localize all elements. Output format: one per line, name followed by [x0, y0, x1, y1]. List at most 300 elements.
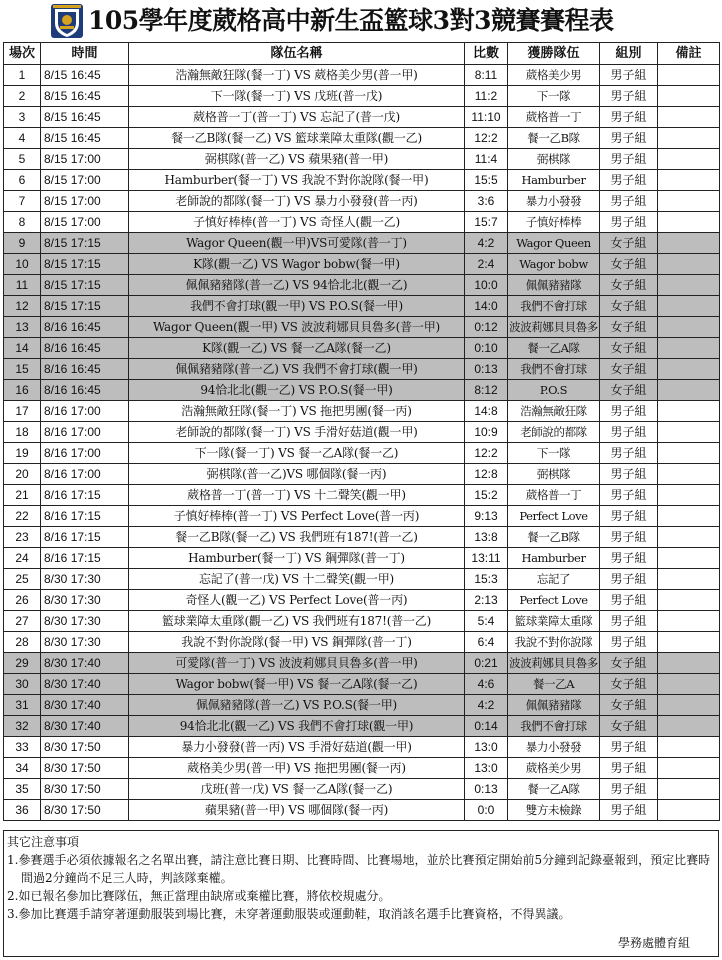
- match-number: 31: [4, 695, 41, 716]
- match-group: 男子組: [600, 86, 658, 107]
- match-note: [658, 401, 720, 422]
- notes-box: [3, 830, 719, 957]
- match-winner: 我們不會打球: [508, 296, 600, 317]
- match-note: [658, 107, 720, 128]
- match-number: 19: [4, 443, 41, 464]
- match-score: 4:2: [465, 233, 508, 254]
- match-note: [658, 737, 720, 758]
- match-score: 11:10: [465, 107, 508, 128]
- match-score: 11:4: [465, 149, 508, 170]
- match-time: 8/16 17:15: [41, 506, 129, 527]
- table-row: [4, 695, 720, 716]
- match-score: 12:8: [465, 464, 508, 485]
- match-group: 男子組: [600, 422, 658, 443]
- match-note: [658, 695, 720, 716]
- match-score: 8:11: [465, 65, 508, 86]
- match-teams: 子慎好棒棒(普一丁) VS 奇怪人(觀一乙): [129, 212, 465, 233]
- match-note: [658, 212, 720, 233]
- table-row: [4, 674, 720, 695]
- note-item-3: 3.參加比賽選手請穿著運動服裝到場比賽，未穿著運動服裝或運動鞋，取消該名選手比賽資格，不得異議。: [7, 907, 571, 921]
- table-row: [4, 128, 720, 149]
- match-group: 女子組: [600, 380, 658, 401]
- column-header-winner: 獲勝隊伍: [508, 43, 600, 65]
- match-group: 女子組: [600, 716, 658, 737]
- match-score: 0:12: [465, 317, 508, 338]
- match-teams: 下一隊(餐一丁) VS 餐一乙A隊(餐一乙): [129, 443, 465, 464]
- match-teams: Hamburber(餐一丁) VS 鋼彈隊(普一丁): [129, 548, 465, 569]
- match-winner: 暴力小發發: [508, 191, 600, 212]
- match-winner: 雙方未檢錄: [508, 800, 600, 821]
- match-note: [658, 170, 720, 191]
- match-time: 8/15 17:15: [41, 233, 129, 254]
- table-row: [4, 527, 720, 548]
- match-time: 8/16 17:00: [41, 422, 129, 443]
- match-winner: Perfect Love: [508, 506, 600, 527]
- match-score: 14:0: [465, 296, 508, 317]
- match-score: 3:6: [465, 191, 508, 212]
- match-time: 8/30 17:50: [41, 758, 129, 779]
- match-group: 男子組: [600, 128, 658, 149]
- school-crest-icon: [50, 3, 84, 39]
- match-score: 15:5: [465, 170, 508, 191]
- match-note: [658, 443, 720, 464]
- match-group: 女子組: [600, 359, 658, 380]
- match-note: [658, 800, 720, 821]
- match-winner: 我們不會打球: [508, 716, 600, 737]
- match-score: 6:4: [465, 632, 508, 653]
- match-score: 4:2: [465, 695, 508, 716]
- match-group: 男子組: [600, 170, 658, 191]
- match-winner: 浩瀚無敵狂隊: [508, 401, 600, 422]
- match-number: 6: [4, 170, 41, 191]
- match-teams: 我們不會打球(觀一甲) VS P.O.S(餐一甲): [129, 296, 465, 317]
- match-note: [658, 485, 720, 506]
- match-time: 8/30 17:50: [41, 800, 129, 821]
- schedule-table: [3, 42, 720, 821]
- match-teams: 暴力小發發(普一丙) VS 手滑好菇道(觀一甲): [129, 737, 465, 758]
- match-teams: 浩瀚無敵狂隊(餐一丁) VS 葳格美少男(普一甲): [129, 65, 465, 86]
- match-score: 2:4: [465, 254, 508, 275]
- table-row: [4, 548, 720, 569]
- table-row: [4, 611, 720, 632]
- notes-signature: 學務處體育組: [617, 936, 690, 950]
- match-note: [658, 380, 720, 401]
- match-number: 12: [4, 296, 41, 317]
- match-winner: 暴力小發發: [508, 737, 600, 758]
- table-row: [4, 506, 720, 527]
- match-group: 男子組: [600, 548, 658, 569]
- match-group: 男子組: [600, 590, 658, 611]
- table-row: [4, 296, 720, 317]
- match-score: 15:3: [465, 569, 508, 590]
- match-group: 男子組: [600, 611, 658, 632]
- table-row: [4, 359, 720, 380]
- match-winner: 籃球業障太重隊: [508, 611, 600, 632]
- match-winner: 餐一乙A隊: [508, 338, 600, 359]
- table-row: [4, 401, 720, 422]
- match-note: [658, 779, 720, 800]
- match-number: 9: [4, 233, 41, 254]
- table-row: [4, 569, 720, 590]
- match-number: 5: [4, 149, 41, 170]
- match-time: 8/30 17:30: [41, 632, 129, 653]
- match-time: 8/30 17:40: [41, 716, 129, 737]
- match-winner: 下一隊: [508, 443, 600, 464]
- match-teams: 葳格美少男(普一甲) VS 拖把男團(餐一丙): [129, 758, 465, 779]
- match-score: 13:0: [465, 758, 508, 779]
- match-note: [658, 590, 720, 611]
- match-time: 8/30 17:30: [41, 569, 129, 590]
- match-number: 22: [4, 506, 41, 527]
- match-winner: 弼棋隊: [508, 149, 600, 170]
- match-group: 男子組: [600, 191, 658, 212]
- match-score: 15:2: [465, 485, 508, 506]
- table-row: [4, 170, 720, 191]
- match-note: [658, 254, 720, 275]
- match-group: 男子組: [600, 737, 658, 758]
- match-number: 2: [4, 86, 41, 107]
- match-score: 13:0: [465, 737, 508, 758]
- match-group: 男子組: [600, 212, 658, 233]
- table-row: [4, 443, 720, 464]
- match-teams: 老師說的都隊(餐一丁) VS 暴力小發發(普一丙): [129, 191, 465, 212]
- match-score: 13:8: [465, 527, 508, 548]
- match-time: 8/30 17:40: [41, 674, 129, 695]
- match-score: 0:13: [465, 359, 508, 380]
- match-note: [658, 716, 720, 737]
- match-number: 8: [4, 212, 41, 233]
- match-number: 3: [4, 107, 41, 128]
- match-winner: 葳格美少男: [508, 758, 600, 779]
- match-note: [658, 191, 720, 212]
- page-title: 105學年度葳格高中新生盃籃球3對3競賽賽程表: [88, 6, 614, 35]
- match-note: [658, 674, 720, 695]
- match-time: 8/16 16:45: [41, 317, 129, 338]
- match-number: 23: [4, 527, 41, 548]
- match-group: 女子組: [600, 233, 658, 254]
- match-number: 1: [4, 65, 41, 86]
- match-group: 男子組: [600, 443, 658, 464]
- match-time: 8/16 16:45: [41, 359, 129, 380]
- header: [0, 0, 722, 45]
- match-teams: 佩佩豬豬隊(普一乙) VS P.O.S(餐一甲): [129, 695, 465, 716]
- match-winner: 餐一乙B隊: [508, 527, 600, 548]
- match-time: 8/15 16:45: [41, 128, 129, 149]
- match-number: 13: [4, 317, 41, 338]
- match-note: [658, 65, 720, 86]
- match-teams: 老師說的都隊(餐一丁) VS 手滑好菇道(觀一甲): [129, 422, 465, 443]
- match-number: 16: [4, 380, 41, 401]
- match-score: 13:11: [465, 548, 508, 569]
- match-note: [658, 758, 720, 779]
- match-winner: P.O.S: [508, 380, 600, 401]
- match-winner: 餐一乙B隊: [508, 128, 600, 149]
- match-note: [658, 611, 720, 632]
- match-time: 8/15 16:45: [41, 107, 129, 128]
- match-winner: 佩佩豬豬隊: [508, 275, 600, 296]
- match-group: 女子組: [600, 296, 658, 317]
- match-number: 32: [4, 716, 41, 737]
- match-time: 8/15 17:15: [41, 296, 129, 317]
- table-row: [4, 485, 720, 506]
- match-winner: 佩佩豬豬隊: [508, 695, 600, 716]
- match-teams: 94恰北北(觀一乙) VS 我們不會打球(觀一甲): [129, 716, 465, 737]
- match-teams: 葳格普一丁(普一丁) VS 十二聲笑(觀一甲): [129, 485, 465, 506]
- table-row: [4, 737, 720, 758]
- column-header-score: 比數: [465, 43, 508, 65]
- match-winner: 餐一乙A: [508, 674, 600, 695]
- match-note: [658, 422, 720, 443]
- match-score: 12:2: [465, 443, 508, 464]
- table-row: [4, 191, 720, 212]
- match-number: 25: [4, 569, 41, 590]
- match-teams: 戊班(普一戊) VS 餐一乙A隊(餐一乙): [129, 779, 465, 800]
- match-time: 8/15 17:00: [41, 191, 129, 212]
- table-row: [4, 212, 720, 233]
- match-group: 男子組: [600, 464, 658, 485]
- match-score: 11:2: [465, 86, 508, 107]
- column-header-note: 備註: [658, 43, 720, 65]
- match-winner: 下一隊: [508, 86, 600, 107]
- match-teams: 子慎好棒棒(普一丁) VS Perfect Love(普一丙): [129, 506, 465, 527]
- match-score: 9:13: [465, 506, 508, 527]
- match-group: 男子組: [600, 632, 658, 653]
- match-teams: K隊(觀一乙) VS 餐一乙A隊(餐一乙): [129, 338, 465, 359]
- match-time: 8/16 16:45: [41, 338, 129, 359]
- match-teams: 忘記了(普一戊) VS 十二聲笑(觀一甲): [129, 569, 465, 590]
- match-number: 20: [4, 464, 41, 485]
- match-number: 21: [4, 485, 41, 506]
- match-winner: 葳格美少男: [508, 65, 600, 86]
- table-row: [4, 275, 720, 296]
- match-group: 男子組: [600, 149, 658, 170]
- table-row: [4, 590, 720, 611]
- match-winner: 我們不會打球: [508, 359, 600, 380]
- match-winner: 老師說的都隊: [508, 422, 600, 443]
- table-row: [4, 800, 720, 821]
- table-row: [4, 779, 720, 800]
- match-group: 男子組: [600, 401, 658, 422]
- match-score: 0:0: [465, 800, 508, 821]
- match-time: 8/30 17:50: [41, 779, 129, 800]
- column-header-no: 場次: [4, 43, 41, 65]
- match-number: 30: [4, 674, 41, 695]
- match-time: 8/15 17:15: [41, 275, 129, 296]
- match-time: 8/16 17:00: [41, 401, 129, 422]
- match-group: 女子組: [600, 338, 658, 359]
- match-winner: 我說不對你說隊: [508, 632, 600, 653]
- match-teams: 弼棋隊(普一乙)VS 哪個隊(餐一丙): [129, 464, 465, 485]
- match-teams: 浩瀚無敵狂隊(餐一丁) VS 拖把男團(餐一丙): [129, 401, 465, 422]
- table-row: [4, 107, 720, 128]
- match-note: [658, 149, 720, 170]
- match-winner: Hamburber: [508, 170, 600, 191]
- table-row: [4, 65, 720, 86]
- match-winner: 葳格普一丁: [508, 485, 600, 506]
- match-winner: Hamburber: [508, 548, 600, 569]
- match-number: 14: [4, 338, 41, 359]
- match-winner: Wagor Queen: [508, 233, 600, 254]
- match-time: 8/16 17:00: [41, 443, 129, 464]
- match-time: 8/15 16:45: [41, 86, 129, 107]
- column-header-time: 時間: [41, 43, 129, 65]
- note-item-1: 1.參賽選手必須依據報名之名單出賽，請注意比賽日期、比賽時間、比賽場地，並於比賽預定開始前5分鐘到記錄臺報到，預定比賽時間過2分鐘尚不足三人時，判該隊棄權。: [7, 853, 711, 885]
- match-number: 35: [4, 779, 41, 800]
- match-score: 10:0: [465, 275, 508, 296]
- match-number: 11: [4, 275, 41, 296]
- match-time: 8/15 16:45: [41, 65, 129, 86]
- match-score: 12:2: [465, 128, 508, 149]
- match-winner: Wagor bobw: [508, 254, 600, 275]
- match-group: 女子組: [600, 695, 658, 716]
- match-time: 8/30 17:40: [41, 653, 129, 674]
- match-winner: 餐一乙A隊: [508, 779, 600, 800]
- match-winner: 子慎好棒棒: [508, 212, 600, 233]
- match-number: 28: [4, 632, 41, 653]
- match-group: 男子組: [600, 527, 658, 548]
- match-group: 男子組: [600, 800, 658, 821]
- match-group: 女子組: [600, 653, 658, 674]
- match-note: [658, 632, 720, 653]
- match-group: 男子組: [600, 65, 658, 86]
- match-group: 女子組: [600, 254, 658, 275]
- match-group: 女子組: [600, 275, 658, 296]
- match-score: 10:9: [465, 422, 508, 443]
- match-teams: 蘋果豬(普一甲) VS 哪個隊(餐一丙): [129, 800, 465, 821]
- match-time: 8/16 17:15: [41, 548, 129, 569]
- match-time: 8/15 17:00: [41, 170, 129, 191]
- match-teams: Wagor bobw(餐一甲) VS 餐一乙A隊(餐一乙): [129, 674, 465, 695]
- match-teams: Hamburber(餐一丁) VS 我說不對你說隊(餐一甲): [129, 170, 465, 191]
- match-teams: 下一隊(餐一丁) VS 戊班(普一戊): [129, 86, 465, 107]
- match-number: 17: [4, 401, 41, 422]
- match-number: 27: [4, 611, 41, 632]
- table-row: [4, 338, 720, 359]
- match-winner: 葳格普一丁: [508, 107, 600, 128]
- match-number: 33: [4, 737, 41, 758]
- match-score: 0:10: [465, 338, 508, 359]
- match-winner: 波波莉娜貝貝魯多: [508, 653, 600, 674]
- match-note: [658, 317, 720, 338]
- match-score: 4:6: [465, 674, 508, 695]
- table-row: [4, 422, 720, 443]
- table-row: [4, 758, 720, 779]
- match-teams: 可愛隊(普一丁) VS 波波莉娜貝貝魯多(普一甲): [129, 653, 465, 674]
- match-number: 36: [4, 800, 41, 821]
- match-note: [658, 275, 720, 296]
- match-group: 男子組: [600, 485, 658, 506]
- match-score: 5:4: [465, 611, 508, 632]
- match-teams: 佩佩豬豬隊(普一乙) VS 94恰北北(觀一乙): [129, 275, 465, 296]
- match-time: 8/16 17:00: [41, 464, 129, 485]
- match-note: [658, 86, 720, 107]
- table-header-row: [4, 43, 720, 65]
- match-score: 14:8: [465, 401, 508, 422]
- match-score: 0:13: [465, 779, 508, 800]
- match-number: 24: [4, 548, 41, 569]
- match-number: 7: [4, 191, 41, 212]
- match-time: 8/16 17:15: [41, 485, 129, 506]
- match-note: [658, 338, 720, 359]
- match-time: 8/30 17:40: [41, 695, 129, 716]
- match-group: 女子組: [600, 317, 658, 338]
- match-note: [658, 527, 720, 548]
- match-number: 29: [4, 653, 41, 674]
- match-time: 8/16 17:15: [41, 527, 129, 548]
- column-header-match: 隊伍名稱: [129, 43, 465, 65]
- match-time: 8/30 17:50: [41, 737, 129, 758]
- match-time: 8/15 17:15: [41, 254, 129, 275]
- match-score: 15:7: [465, 212, 508, 233]
- match-teams: 奇怪人(觀一乙) VS Perfect Love(普一丙): [129, 590, 465, 611]
- table-row: [4, 317, 720, 338]
- match-note: [658, 128, 720, 149]
- match-score: 8:12: [465, 380, 508, 401]
- match-teams: Wagor Queen(觀一甲)VS可愛隊(普一丁): [129, 233, 465, 254]
- table-row: [4, 233, 720, 254]
- match-number: 34: [4, 758, 41, 779]
- table-row: [4, 149, 720, 170]
- match-note: [658, 569, 720, 590]
- match-teams: 佩佩豬豬隊(普一乙) VS 我們不會打球(觀一甲): [129, 359, 465, 380]
- match-note: [658, 464, 720, 485]
- table-row: [4, 632, 720, 653]
- table-row: [4, 716, 720, 737]
- match-score: 0:14: [465, 716, 508, 737]
- schedule-rows: [4, 65, 720, 821]
- match-teams: 94恰北北(觀一乙) VS P.O.S(餐一甲): [129, 380, 465, 401]
- match-note: [658, 296, 720, 317]
- match-group: 男子組: [600, 506, 658, 527]
- match-number: 26: [4, 590, 41, 611]
- match-note: [658, 359, 720, 380]
- match-note: [658, 506, 720, 527]
- match-time: 8/30 17:30: [41, 611, 129, 632]
- match-time: 8/30 17:30: [41, 590, 129, 611]
- match-number: 15: [4, 359, 41, 380]
- match-teams: 我說不對你說隊(餐一甲) VS 鋼彈隊(普一丁): [129, 632, 465, 653]
- match-number: 4: [4, 128, 41, 149]
- match-group: 男子組: [600, 779, 658, 800]
- match-teams: K隊(觀一乙) VS Wagor bobw(餐一甲): [129, 254, 465, 275]
- table-row: [4, 254, 720, 275]
- match-teams: 餐一乙B隊(餐一乙) VS 我們班有187!(普一乙): [129, 527, 465, 548]
- match-teams: 餐一乙B隊(餐一乙) VS 籃球業障太重隊(觀一乙): [129, 128, 465, 149]
- match-score: 2:13: [465, 590, 508, 611]
- match-time: 8/15 17:00: [41, 149, 129, 170]
- match-winner: 弼棋隊: [508, 464, 600, 485]
- match-number: 10: [4, 254, 41, 275]
- match-note: [658, 233, 720, 254]
- note-item-2: 2.如已報名參加比賽隊伍，無正當理由缺席或棄權比賽，將依校規處分。: [7, 889, 391, 903]
- match-teams: Wagor Queen(觀一甲) VS 波波莉娜貝貝魯多(普一甲): [129, 317, 465, 338]
- match-group: 男子組: [600, 107, 658, 128]
- match-winner: 波波莉娜貝貝魯多: [508, 317, 600, 338]
- notes-heading: 其它注意事項: [7, 835, 80, 849]
- match-note: [658, 653, 720, 674]
- match-score: 0:21: [465, 653, 508, 674]
- column-header-group: 組別: [600, 43, 658, 65]
- match-teams: 弼棋隊(普一乙) VS 蘋果豬(普一甲): [129, 149, 465, 170]
- match-winner: Perfect Love: [508, 590, 600, 611]
- match-group: 男子組: [600, 758, 658, 779]
- match-group: 女子組: [600, 674, 658, 695]
- match-note: [658, 548, 720, 569]
- match-time: 8/15 17:00: [41, 212, 129, 233]
- match-number: 18: [4, 422, 41, 443]
- table-row: [4, 464, 720, 485]
- table-row: [4, 86, 720, 107]
